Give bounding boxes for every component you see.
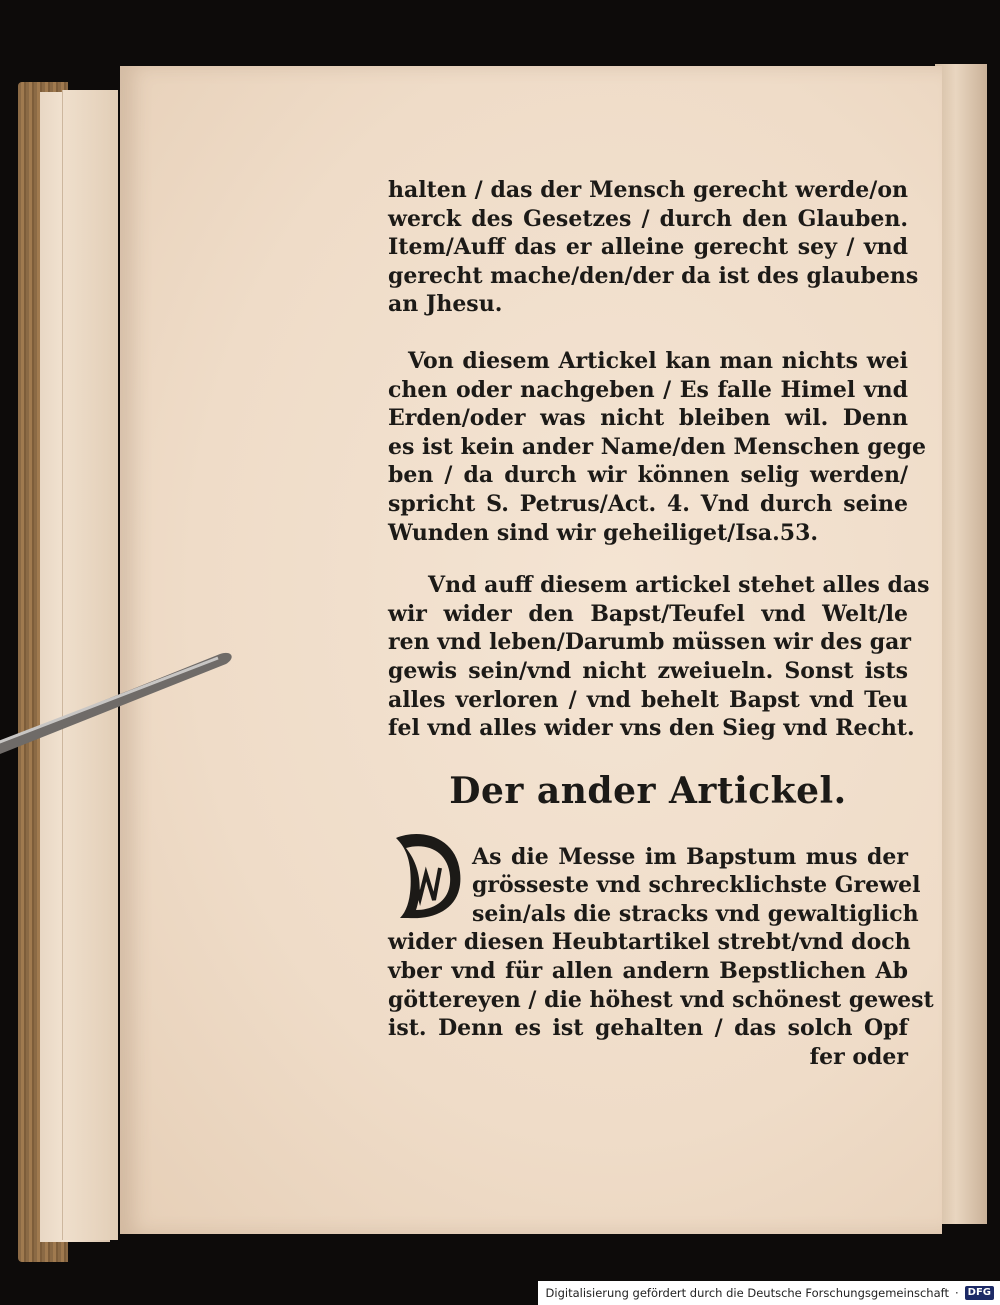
page-stack-right — [935, 64, 987, 1224]
text-line: spricht S. Petrus/Act. 4. Vnd durch seine — [388, 490, 908, 517]
text-line: As die Messe im Bapstum mus der — [472, 843, 908, 870]
text-line: sein/als die stracks vnd gewaltiglich — [472, 900, 919, 927]
text-line: Erden/oder was nicht bleiben wil. Denn — [388, 405, 908, 432]
decorated-initial-icon — [390, 828, 466, 924]
text-line: Von diesem Artickel kan man nichts wei — [408, 347, 908, 374]
text-line: Wunden sind wir geheiliget/Isa.53. — [388, 519, 819, 546]
paragraph-4 — [388, 843, 934, 1072]
page-holder-stick — [0, 640, 270, 760]
paragraph-2 — [388, 347, 926, 547]
text-line: ist. Denn es ist gehalten / das solch Opf — [388, 1015, 908, 1042]
text-line: gewis sein/vnd nicht zweiueln. Sonst ists — [388, 657, 908, 684]
text-line: wir wider den Bapst/Teufel vnd Welt/le — [388, 600, 908, 627]
text-line: ren vnd leben/Darumb müssen wir des gar — [388, 629, 911, 656]
text-line: ben / da durch wir können selig werden/ — [388, 462, 908, 489]
text-line: Item/Auff das er alleine gerecht sey / vnd — [388, 234, 908, 261]
catchword: fer oder — [809, 1043, 908, 1070]
text-line: alles verloren / vnd behelt Bapst vnd Teu — [388, 686, 908, 713]
paragraph-3 — [388, 571, 930, 743]
footer-credit: Digitalisierung gefördert durch die Deutsche Forschungsgemeinschaft — [545, 1286, 949, 1300]
text-line: werck des Gesetzes / durch den Glauben. — [388, 205, 908, 232]
text-line: Vnd auff diesem artickel stehet alles das — [428, 572, 930, 599]
text-line: vber vnd für allen andern Bepstlichen Ab — [388, 958, 908, 985]
dfg-logo-icon: DFG — [965, 1286, 994, 1300]
text-line: chen oder nachgeben / Es falle Himel vnd — [388, 376, 908, 403]
text-line: göttereyen / die höhest vnd schönest gewest — [388, 986, 934, 1013]
text-line: halten / das der Mensch gerecht werde/on — [388, 177, 908, 203]
page-text — [388, 176, 934, 1071]
paragraph-1 — [388, 176, 919, 319]
text-line: fel vnd alles wider vns den Sieg vnd Recht. — [388, 715, 915, 742]
text-line: es ist kein ander Name/den Menschen gege — [388, 433, 926, 460]
text-line: gerecht mache/den/der da ist des glaubens — [388, 262, 919, 289]
section-heading: Der ander Artickel. — [449, 769, 847, 812]
text-line: wider diesen Heubtartikel strebt/vnd doch — [388, 929, 911, 956]
footer-bar: Digitalisierung gefördert durch die Deutsche Forschungsgemeinschaft · DFG — [538, 1281, 1000, 1305]
text-line: grösseste vnd schrecklichste Grewel — [472, 872, 921, 899]
text-line: an Jhesu. — [388, 291, 503, 318]
